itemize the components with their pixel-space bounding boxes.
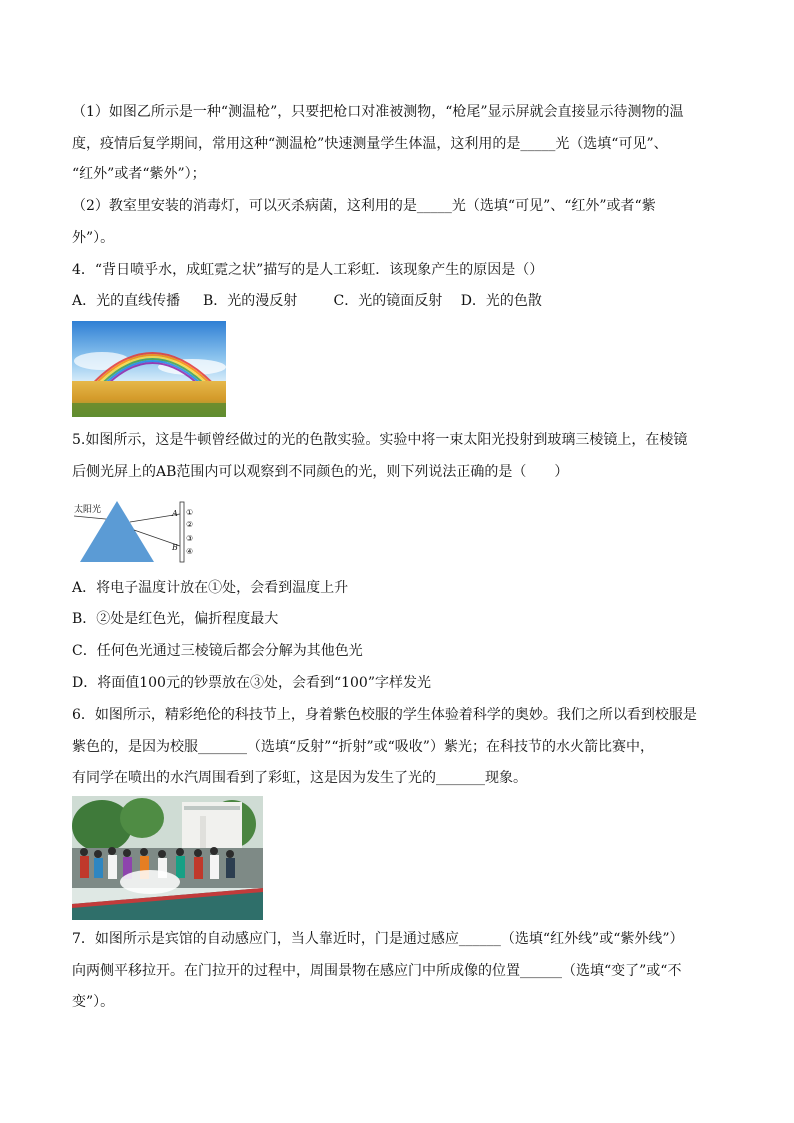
q7-line-3: 变”）。 (72, 994, 115, 1010)
mark-4: ④ (186, 547, 194, 556)
mark-1: ① (186, 508, 194, 517)
q6-line-2: 紫色的，是因为校服_______（选填“反射”“折射”或“吸收”）紫光；在科技节的水火箭比赛中， (72, 739, 654, 755)
q4-options: A．光的直线传播 B．光的漫反射 C．光的镜面反射 D．光的色散 (72, 293, 542, 309)
q4-stem: 4．“背日喷乎水，成虹霓之状”描写的是人工彩虹．该现象产生的原因是（） (72, 262, 544, 278)
q3-line-3: “红外”或者“紫外”）； (72, 166, 206, 182)
q5-option-b: B．②处是红色光，偏折程度最大 (72, 611, 279, 627)
label-b: B (172, 543, 178, 552)
science-festival-photo (72, 796, 263, 920)
q3-line-2: 度，疫情后复学期间，常用这种“测温枪”快速测量学生体温，这利用的是_____光（选填“可见”、 (72, 136, 668, 152)
q6-line-1: 6．如图所示，精彩绝伦的科技节上，身着紫色校服的学生体验着科学的奥妙。我们之所以看到校服是 (72, 707, 697, 723)
q3-line-4: （2）教室里安装的消毒灯，可以灭杀病菌，这利用的是_____光（选填“可见”、“红外”或者“紫 (72, 198, 656, 214)
q7-line-1: 7．如图所示是宾馆的自动感应门，当人靠近时，门是通过感应______（选填“红外线”或“紫外线”） (72, 931, 684, 947)
q3-line-1: （1）如图乙所示是一种“测温枪”，只要把枪口对准被测物，“枪尾”显示屏就会直接显示待测物的温 (72, 104, 684, 120)
sunlight-label: 太阳光 (74, 505, 102, 515)
q5-option-d: D．将面值100元的钞票放在③处，会看到“100”字样发光 (72, 675, 431, 691)
q5-line-1: 5.如图所示，这是牛顿曾经做过的光的色散实验。实验中将一束太阳光投射到玻璃三棱镜上，在棱镜 (72, 432, 688, 448)
rainbow-photo (72, 321, 226, 417)
q5-option-a: A．将电子温度计放在①处，会看到温度上升 (72, 580, 349, 596)
mark-3: ③ (186, 534, 194, 543)
mark-2: ② (186, 520, 194, 529)
q5-line-2: 后侧光屏上的AB范围内可以观察到不同颜色的光，则下列说法正确的是（ ） (72, 464, 569, 480)
q6-line-3: 有同学在喷出的水汽周围看到了彩虹，这是因为发生了光的_______现象。 (72, 770, 527, 786)
label-a: A (172, 509, 178, 518)
q5-option-c: C．任何色光通过三棱镜后都会分解为其他色光 (72, 643, 363, 659)
q3-line-5: 外”）。 (72, 230, 115, 246)
prism-dispersion-diagram (72, 498, 212, 564)
q7-line-2: 向两侧平移拉开。在门拉开的过程中，周围景物在感应门中所成像的位置______（选填“变了”或“不 (72, 963, 682, 979)
light-screen (180, 502, 184, 562)
